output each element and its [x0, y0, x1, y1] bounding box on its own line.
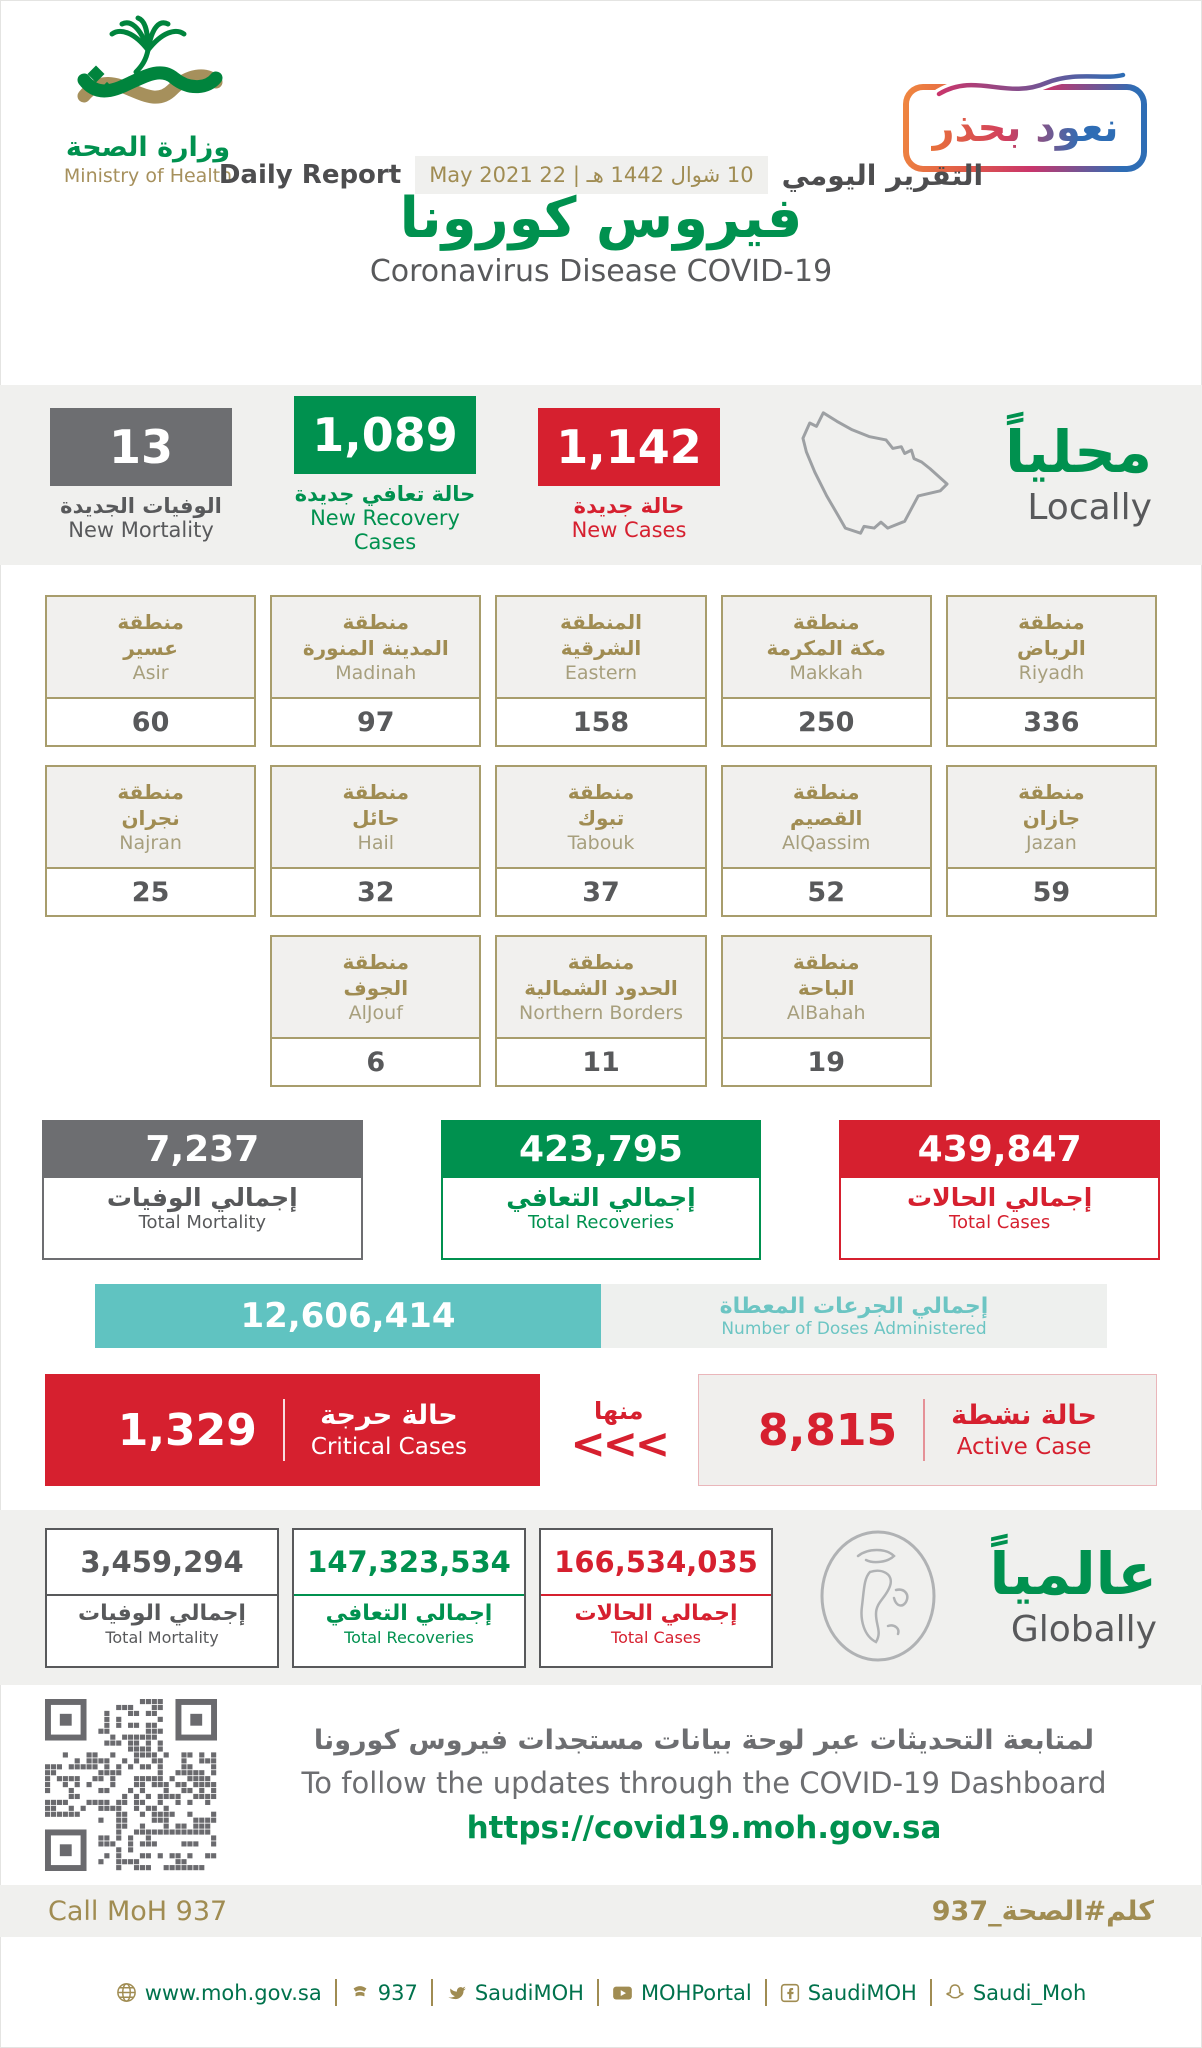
region-name-ar: المدينة المنورة	[302, 635, 449, 660]
global-mortality-label-ar: إجمالي الوفيات	[78, 1600, 246, 1626]
region-cases: 52	[723, 869, 930, 915]
region-box-jazan	[946, 765, 1157, 917]
region-name-ar: القصيم	[790, 805, 863, 830]
page-title-english: Coronavirus Disease COVID-19	[369, 253, 833, 289]
globally-label-en: Globally	[1010, 1609, 1157, 1650]
region-word: منطقة	[1018, 609, 1085, 634]
global-recoveries-label-en: Total Recoveries	[344, 1628, 474, 1648]
critical-cases-value: 1,329	[117, 1404, 257, 1456]
globally-label-ar: عالمياً	[989, 1540, 1157, 1608]
phone-icon	[350, 1983, 370, 2003]
total-cases-label-ar: إجمالي الحالات	[907, 1183, 1093, 1212]
region-name-ar: حائل	[352, 805, 400, 830]
total-recoveries-box	[441, 1120, 762, 1260]
critical-cases-label-en: Critical Cases	[310, 1433, 467, 1460]
region-word: منطقة	[792, 609, 860, 634]
new-mortality-stat	[50, 408, 232, 542]
region-box-makkah	[721, 595, 932, 747]
youtube-link[interactable]	[612, 1981, 752, 2005]
new-cases-value: 1,142	[538, 408, 720, 486]
chevrons-left-icon: <<<	[570, 1419, 668, 1469]
region-cases: 32	[272, 869, 479, 915]
critical-cases-box	[45, 1374, 540, 1486]
region-box-aljouf	[270, 935, 481, 1087]
locally-label-ar: محلياً	[1005, 417, 1152, 486]
new-recoveries-label-en: New Recovery Cases	[310, 506, 460, 554]
youtube-label: MOHPortal	[640, 1980, 752, 2005]
snapchat-icon	[945, 1983, 965, 2003]
region-word: منطقة	[117, 609, 184, 634]
region-box-tabouk	[495, 765, 706, 917]
total-cases-label-en: Total Cases	[949, 1212, 1051, 1233]
qr-code	[45, 1699, 217, 1871]
page-title-arabic: فيروس كورونا	[399, 186, 803, 251]
regions-row-3	[45, 935, 1157, 1087]
dashboard-section	[0, 1685, 1202, 1885]
global-recoveries-label-ar: إجمالي التعافي	[325, 1600, 493, 1626]
active-cases-value: 8,815	[757, 1404, 898, 1456]
divider	[597, 1979, 599, 2006]
doses-label-en: Number of Doses Administered	[721, 1318, 987, 1339]
region-name-en: Riyadh	[1018, 661, 1085, 684]
region-name-en: Makkah	[789, 661, 863, 684]
region-name-en: Eastern	[564, 661, 638, 684]
divider	[283, 1399, 285, 1461]
region-box-madinah	[270, 595, 481, 747]
total-cases-box	[839, 1120, 1160, 1260]
divider	[923, 1399, 925, 1461]
doses-label-ar: إجمالي الجرعات المعطاة	[719, 1293, 989, 1319]
website-label: www.moh.gov.sa	[144, 1980, 322, 2005]
saudi-map-icon	[786, 400, 964, 550]
region-box-riyadh	[946, 595, 1157, 747]
total-mortality-value: 7,237	[42, 1120, 363, 1178]
new-mortality-value: 13	[50, 408, 232, 486]
region-box-albahah	[721, 935, 932, 1087]
dashboard-url-link[interactable]: https://covid19.moh.gov.sa	[466, 1809, 942, 1846]
globally-band	[0, 1510, 1202, 1685]
global-cases-value: 166,534,035	[541, 1530, 771, 1596]
region-name-ar: تبوك	[577, 805, 625, 830]
region-word: منطقة	[117, 779, 184, 804]
new-recoveries-stat	[294, 396, 476, 554]
youtube-icon	[612, 1982, 633, 2003]
region-name-ar: الباحة	[797, 975, 855, 1000]
active-cases-label-en: Active Case	[956, 1433, 1092, 1460]
new-recoveries-label-ar: حالة تعافي جديدة	[294, 482, 476, 506]
critical-cases-label-ar: حالة حرجة	[320, 1399, 458, 1431]
total-mortality-box	[42, 1120, 363, 1260]
global-recoveries-value: 147,323,534	[294, 1530, 524, 1596]
global-cases-label-en: Total Cases	[611, 1628, 701, 1648]
locally-summary-band	[0, 385, 1202, 565]
total-mortality-label-en: Total Mortality	[138, 1212, 267, 1233]
totals-section	[0, 1110, 1202, 1270]
header	[0, 0, 1202, 385]
twitter-icon	[446, 1982, 467, 2003]
social-footer	[0, 1937, 1202, 2048]
region-name-en: Asir	[132, 661, 169, 684]
region-cases: 11	[497, 1039, 704, 1085]
website-link[interactable]	[116, 1981, 322, 2005]
region-box-northern-borders	[495, 935, 706, 1087]
dashboard-note-en: To follow the updates through the COVID-19 Dashboard	[301, 1765, 1107, 1800]
moh-emblem-icon	[68, 14, 228, 126]
region-name-en: AlBahah	[786, 1001, 866, 1024]
of-which-label: منها	[594, 1397, 644, 1426]
region-box-asir	[45, 595, 256, 747]
region-word: منطقة	[792, 949, 860, 974]
facebook-link[interactable]	[780, 1981, 917, 2005]
new-recoveries-value: 1,089	[294, 396, 476, 474]
region-box-alqassim	[721, 765, 932, 917]
global-mortality-label-en: Total Mortality	[105, 1628, 219, 1648]
badge-text: نعود بحذر	[931, 105, 1119, 151]
regions-row-1	[45, 595, 1157, 747]
region-name-ar: الجوف	[343, 975, 409, 1000]
region-box-hail	[270, 765, 481, 917]
region-name-ar: الحدود الشمالية	[524, 975, 678, 1000]
global-mortality-value: 3,459,294	[47, 1530, 277, 1596]
active-cases-label-ar: حالة نشطة	[951, 1399, 1097, 1431]
region-name-en: Najran	[119, 831, 182, 854]
of-which-indicator	[540, 1397, 698, 1469]
total-cases-value: 439,847	[839, 1120, 1160, 1178]
region-name-en: Northern Borders	[518, 1001, 683, 1024]
locally-label	[1005, 417, 1152, 528]
snapchat-label: Saudi_Moh	[972, 1980, 1087, 2005]
region-name-en: Hail	[357, 831, 395, 854]
divider	[765, 1979, 767, 2006]
globe-icon	[814, 1526, 942, 1670]
regions-row-2	[45, 765, 1157, 917]
region-word: منطقة	[567, 949, 635, 974]
region-word: المنطقة	[560, 609, 642, 634]
report-date: 10 شوال 1442 هـ | 22 May 2021	[415, 156, 767, 194]
region-cases: 37	[497, 869, 704, 915]
region-name-ar: الرياض	[1017, 635, 1086, 660]
doses-value: 12,606,414	[95, 1284, 601, 1348]
region-cases: 59	[948, 869, 1155, 915]
total-recoveries-label-ar: إجمالي التعافي	[506, 1183, 696, 1212]
new-cases-label-en: New Cases	[571, 518, 687, 542]
badge-swoosh-icon	[931, 68, 1131, 102]
locally-label-en: Locally	[1027, 486, 1152, 528]
region-name-en: AlQassim	[781, 831, 871, 854]
region-name-ar: عسير	[123, 635, 178, 660]
facebook-label: SaudiMOH	[807, 1980, 917, 2005]
total-mortality-label-ar: إجمالي الوفيات	[106, 1183, 298, 1212]
region-cases: 97	[272, 699, 479, 745]
new-cases-label-ar: حالة جديدة	[573, 494, 685, 518]
phone-label: 937	[377, 1980, 418, 2005]
critical-active-row	[0, 1350, 1202, 1510]
total-recoveries-label-en: Total Recoveries	[527, 1212, 674, 1233]
hashtag-band	[0, 1885, 1202, 1937]
region-cases: 25	[47, 869, 254, 915]
region-word: منطقة	[342, 609, 410, 634]
global-cases-label-ar: إجمالي الحالات	[574, 1600, 738, 1626]
globe-icon	[116, 1982, 137, 2003]
global-recoveries-box	[292, 1528, 526, 1668]
region-cases: 19	[723, 1039, 930, 1085]
logo-arabic-text: وزارة الصحة	[65, 132, 231, 163]
region-cases: 158	[497, 699, 704, 745]
region-name-en: Madinah	[335, 661, 417, 684]
region-word: منطقة	[1018, 779, 1085, 804]
doses-section	[0, 1270, 1202, 1350]
global-mortality-box	[45, 1528, 279, 1668]
region-cases: 60	[47, 699, 254, 745]
logo-english-text: Ministry of Health	[63, 165, 233, 187]
new-mortality-label-en: New Mortality	[68, 518, 214, 542]
globally-label	[989, 1540, 1157, 1650]
divider	[335, 1979, 337, 2006]
region-word: منطقة	[342, 949, 410, 974]
region-box-najran	[45, 765, 256, 917]
phone-link[interactable]	[350, 1981, 418, 2005]
region-name-ar: نجران	[121, 805, 180, 830]
region-name-ar: الشرقية	[560, 635, 642, 660]
region-cases: 336	[948, 699, 1155, 745]
region-name-en: Tabouk	[567, 831, 635, 854]
region-word: منطقة	[342, 779, 410, 804]
region-name-en: Jazan	[1025, 831, 1077, 854]
divider	[930, 1979, 932, 2006]
region-box-eastern	[495, 595, 706, 747]
hashtag-label: كلم#الصحة_937	[931, 1895, 1154, 1927]
region-cases: 250	[723, 699, 930, 745]
region-word: منطقة	[567, 779, 635, 804]
new-cases-stat	[538, 408, 720, 542]
regions-section	[0, 565, 1202, 1110]
new-mortality-label-ar: الوفيات الجديدة	[60, 494, 222, 518]
daily-report-label-en: Daily Report	[218, 160, 402, 190]
divider	[431, 1979, 433, 2006]
twitter-link[interactable]	[446, 1981, 584, 2005]
twitter-label: SaudiMOH	[474, 1980, 584, 2005]
region-name-ar: مكة المكرمة	[766, 635, 886, 660]
snapchat-link[interactable]	[945, 1981, 1086, 2005]
region-cases: 6	[272, 1039, 479, 1085]
region-name-ar: جازان	[1022, 805, 1081, 830]
daily-report-label-ar: التقرير اليومي	[781, 158, 984, 192]
active-cases-box	[698, 1374, 1157, 1486]
region-name-en: AlJouf	[348, 1001, 403, 1024]
call-moh-label: Call MoH 937	[48, 1895, 228, 1927]
region-word: منطقة	[792, 779, 860, 804]
facebook-icon	[780, 1983, 800, 2003]
dashboard-note-ar: لمتابعة التحديثات عبر لوحة بيانات مستجدات فيروس كورونا	[313, 1724, 1095, 1756]
total-recoveries-value: 423,795	[441, 1120, 762, 1178]
global-cases-box	[539, 1528, 773, 1668]
